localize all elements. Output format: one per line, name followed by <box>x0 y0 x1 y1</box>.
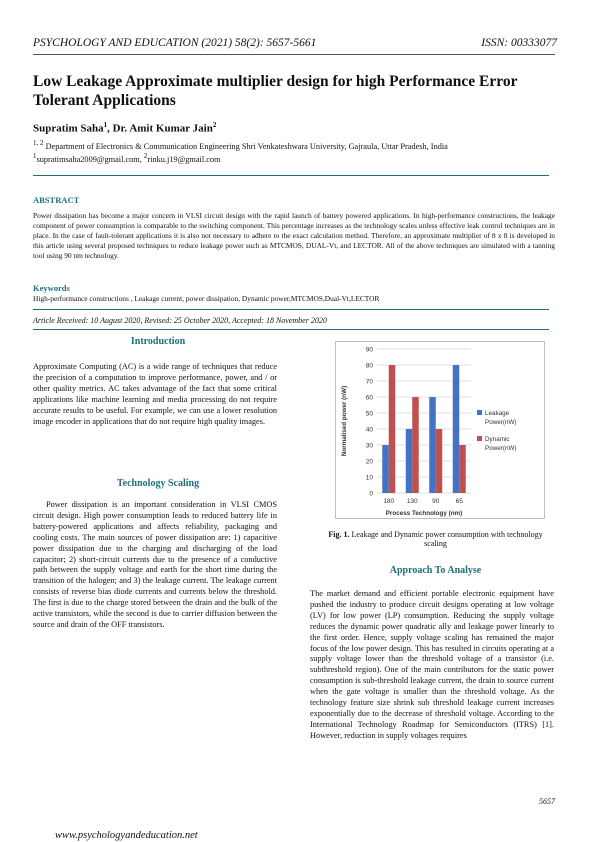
y-tick-label: 50 <box>365 410 373 418</box>
abstract-text: Power dissipation has become a major concern in VLSI circuit design with the rapid launch of battery powered applications. In high-performance constructions, the leakage component of power consumption is comparable to the switching component. This percentage increases as the technology scales unless effective leak control techniques are in place. In the case of fault-tolerant applications it is also not necessary to adhere to the exact calculation method. Therefore, an approximate multiplier of 8 x 8 is developed in this article using several proposed techniques to reduce leakage power such as MTCMOS, DUAL-Vt, and LECTOR. All of the above techniques are simulated with a tanning tool using 90 nm technology. <box>33 211 555 260</box>
figure-caption-text: Leakage and Dynamic power consumption with technology scaling <box>349 530 543 548</box>
header-rule <box>33 54 555 55</box>
x-tick-label: 65 <box>455 498 463 505</box>
y-tick-label: 40 <box>365 426 373 434</box>
email-2: rinku.j19@gmail.com <box>147 154 221 164</box>
bar-leakage <box>429 397 436 493</box>
author-1: Supratim Saha <box>33 122 104 135</box>
y-tick-label: 30 <box>365 442 373 450</box>
affiliation-sup: 1, 2 <box>33 139 44 147</box>
email-1: supratimsaha2009@gmail.com, <box>36 154 144 164</box>
journal-header: PSYCHOLOGY AND EDUCATION (2021) 58(2): 5657-5661 <box>33 37 317 49</box>
x-tick-label: 130 <box>406 498 418 505</box>
technology-scaling-heading: Technology Scaling <box>116 478 200 489</box>
bar-leakage <box>453 365 460 493</box>
author-2-sup: 2 <box>212 121 217 129</box>
y-tick-label: 20 <box>365 458 373 466</box>
issn-header: ISSN: 00333077 <box>481 37 557 49</box>
paper-title: Low Leakage Approximate multiplier design for high Performance Error Tolerant Applications <box>33 73 518 109</box>
y-tick-label: 0 <box>369 490 373 498</box>
bar-dynamic <box>436 429 443 493</box>
figure-label: Fig. 1. <box>328 530 350 539</box>
legend-swatch <box>477 436 482 441</box>
y-tick-label: 90 <box>365 346 373 354</box>
legend-label: Leakage Power(nW) <box>485 410 517 426</box>
footer-website: www.psychologyandeducation.net <box>55 830 198 841</box>
y-tick-label: 10 <box>365 474 373 482</box>
y-tick-label: 60 <box>365 394 373 402</box>
bar-leakage <box>406 429 413 493</box>
article-dates: Article Received: 10 August 2020, Revised: 25 October 2020, Accepted: 18 November 2020 <box>33 316 327 325</box>
figure-caption <box>318 530 553 548</box>
divider-dates <box>33 329 549 330</box>
technology-scaling-text: Power dissipation is an important consideration in VLSI CMOS circuit design. High power consumption leads to reduced battery life in battery-powered applications and affects reliability, packaging and cooling costs. The main sources of power dissipation are: 1) capacitive power dissipation due to the charging and discharging of the load capacitor; 2) short-circuit currents due to the presence of a conductive path between the supply voltage and earth for the short time during the transition of the halogen; and 3) the leakage current. The leakage current consists of reverse bias diode currents and currents below the threshold. The first is due to the charge stored between the drain and the bulk of the active transistors, while the second is due to carrier diffusion between the source and drain of the OFF transistors. <box>33 500 277 629</box>
abstract-label: ABSTRACT <box>33 195 80 205</box>
x-tick-label: 90 <box>432 498 440 505</box>
introduction-heading: Introduction <box>130 336 186 347</box>
keywords-label: Keywords <box>33 283 70 293</box>
bar-leakage <box>382 445 389 493</box>
bar-dynamic <box>412 397 419 493</box>
x-tick-label: 180 <box>383 498 395 505</box>
approach-heading: Approach To Analyse <box>389 565 482 576</box>
y-tick-label: 80 <box>365 362 373 370</box>
keywords-text: High-performance constructions , Leakage current, power dissipation, Dynamic power,MTCMOS,Dual-Vt,LECTOR <box>33 294 380 303</box>
author-2: Dr. Amit Kumar Jain <box>112 122 213 135</box>
page-number: 5657 <box>539 797 555 806</box>
affiliation <box>33 139 448 151</box>
email-1-sup: 1 <box>33 152 37 160</box>
power-chart <box>335 341 545 519</box>
approach-text: The market demand and efficient portable electronic equipment have pushed the industry to produce circuit designs operating at low voltage (LV) for low power (LP) consumption. Reducing the supply voltage reduces the dynamic power quadratic ally and leakage power linearly to the first order. Hence, supply voltage scaling has remained the major focus of the low power design. This has resulted in circuits operating at a supply voltage lower than the threshold voltage of a transistor (i.e. subthreshold region). One of the main contributors for the static power consumption is sub-threshold leakage current, the drain to source current when the gate voltage is smaller than the threshold voltage. As the technology feature size shrink sub threshold leakage current increases exponentially due to the decrease of threshold voltage. According to the International Technology Roadmap for Semiconductors (ITRS) [1]. However, reduction in supply voltages requires <box>310 589 554 740</box>
legend-label: Dynamic Power(nW) <box>485 436 517 452</box>
bar-dynamic <box>389 365 396 493</box>
author-emails <box>33 152 221 164</box>
introduction-text: Approximate Computing (AC) is a wide range of techniques that reduce the precision of a computation to improve performance, power, and / or other quality metrics. AC takes advantage of the fact that some critical applications like machine learning and media processing do not require accurate results to be useful. For example, we can use a lower resolution image encoder in applications that do not require high quality images. <box>33 362 277 426</box>
legend-swatch <box>477 410 482 415</box>
author-separator: , <box>107 122 113 135</box>
y-tick-label: 70 <box>365 378 373 386</box>
author-1-sup: 1 <box>103 121 108 129</box>
divider-keywords <box>33 309 549 310</box>
divider-top <box>33 175 549 176</box>
bar-dynamic <box>459 445 466 493</box>
x-axis-label: Process Technology (nm) <box>385 510 463 517</box>
author-line <box>33 121 216 135</box>
email-2-sup: 2 <box>143 152 148 160</box>
y-axis-label: Normalised power (nW) <box>341 385 348 457</box>
affiliation-text: Department of Electronics & Communication Engineering Shri Venkateshwara University, Gajraula, Uttar Pradesh, India <box>43 141 448 151</box>
